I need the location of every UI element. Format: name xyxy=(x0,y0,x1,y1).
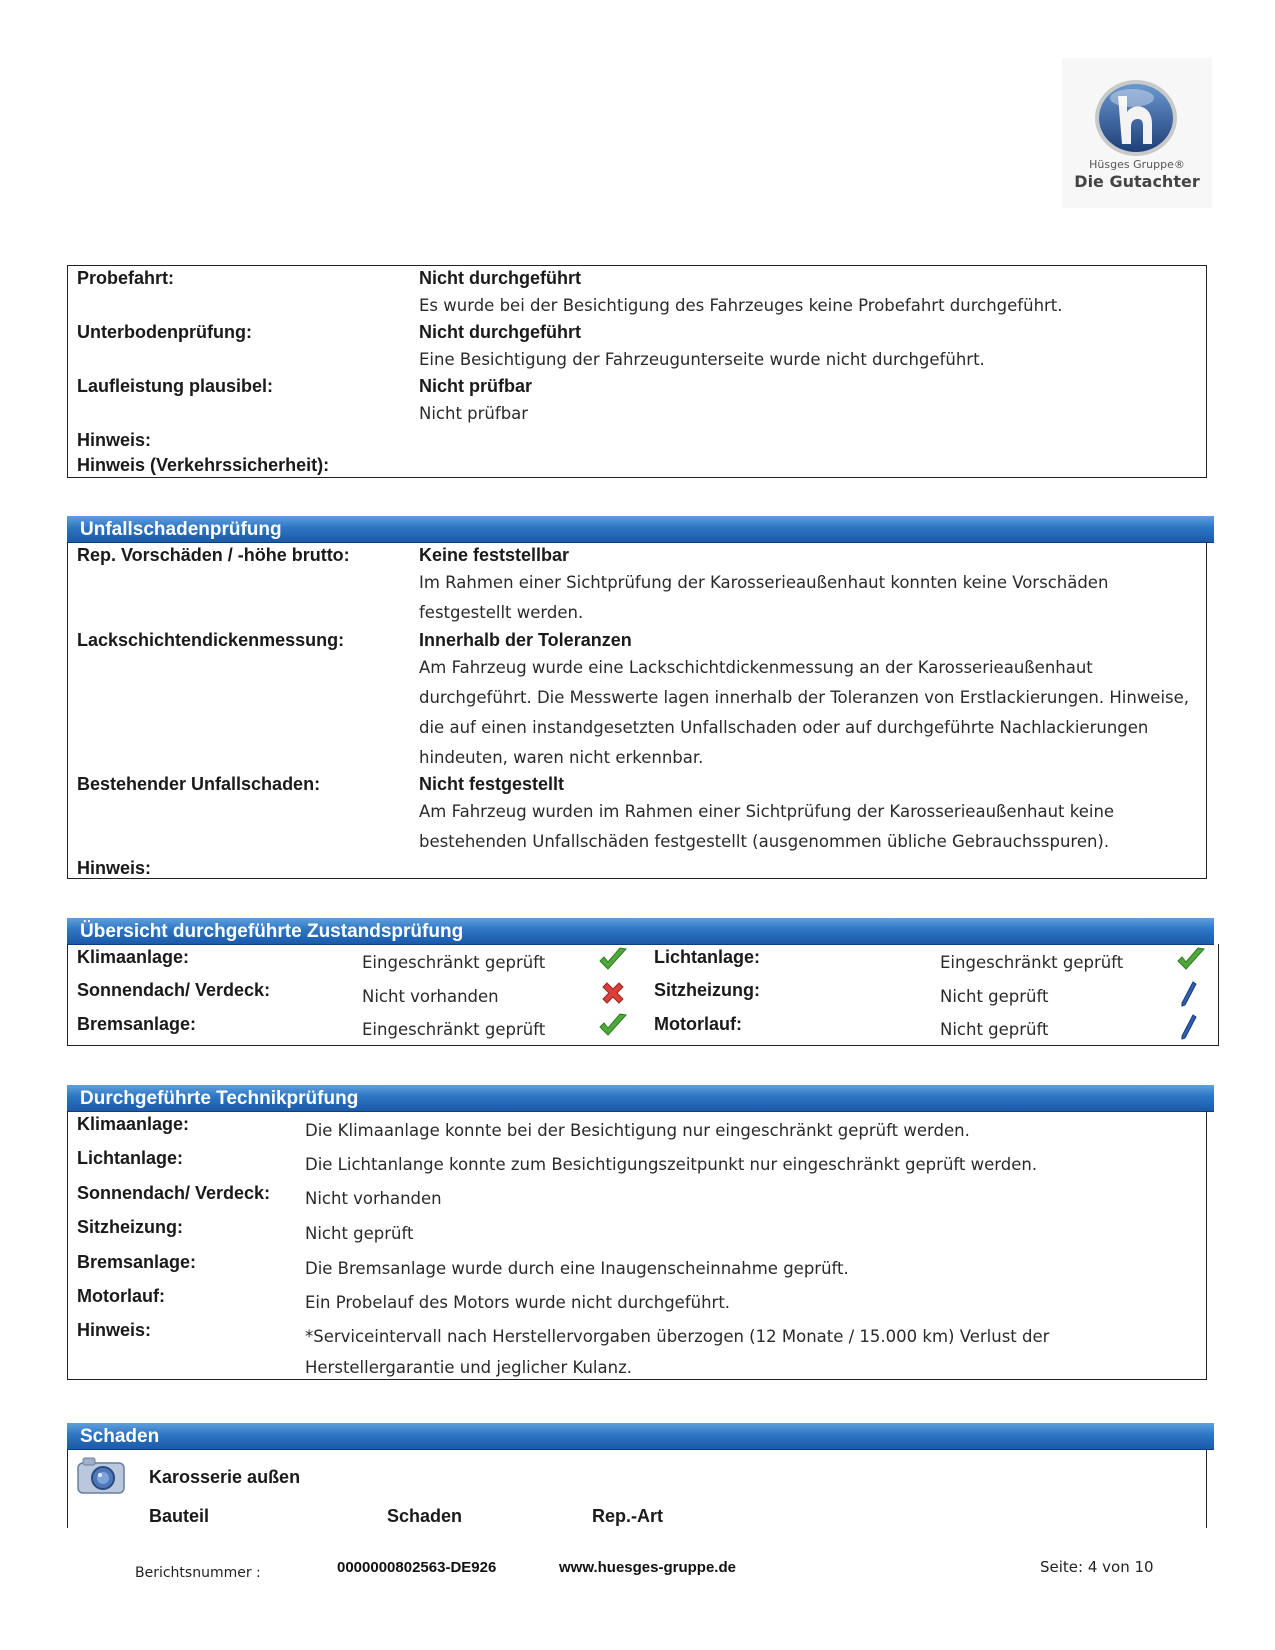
vorschaeden-status: Keine feststellbar xyxy=(419,545,570,565)
check-icon xyxy=(598,946,628,974)
inspection-hinweis-vs-label: Hinweis (Verkehrssicherheit): xyxy=(77,455,330,475)
unfallschaden-line: bestehenden Unfallschäden festgestellt (ausgenommen übliche Gebrauchsspuren). xyxy=(419,832,1110,851)
footer-report-label: Berichtsnummer : xyxy=(135,1565,261,1581)
overview-motorlauf-value: Nicht geprüft xyxy=(940,1020,1049,1039)
tech-hinweis-line: *Serviceintervall nach Herstellervorgaben überzogen (12 Monate / 15.000 km) Verlust der xyxy=(305,1327,1050,1346)
unfallschaden-line: Am Fahrzeug wurden im Rahmen einer Sichtprüfung der Karosserieaußenhaut keine xyxy=(419,802,1115,821)
overview-section-header: Übersicht durchgeführte Zustandsprüfung xyxy=(67,918,1214,945)
overview-licht-value: Eingeschränkt geprüft xyxy=(940,953,1124,972)
check-icon xyxy=(1176,946,1206,974)
check-icon xyxy=(598,1012,628,1040)
tech-sitzheizung-value: Nicht geprüft xyxy=(305,1224,414,1243)
lackschicht-line: durchgeführt. Die Messwerte lagen innerhalb der Toleranzen von Erstlackierungen. Hinweise, xyxy=(419,688,1190,707)
tech-klima-value: Die Klimaanlage konnte bei der Besichtigung nur eingeschränkt geprüft werden. xyxy=(305,1121,970,1140)
inspection-hinweis-label: Hinweis: xyxy=(77,430,152,450)
tech-sitzheizung-label: Sitzheizung: xyxy=(77,1217,183,1237)
overview-sonnendach-label: Sonnendach/ Verdeck: xyxy=(77,980,271,1000)
camera-icon xyxy=(75,1454,127,1496)
damage-col-repart: Rep.-Art xyxy=(592,1506,663,1526)
lackschicht-line: Am Fahrzeug wurde eine Lackschichtdickenmessung an der Karosserieaußenhaut xyxy=(419,658,1093,677)
footer-website: www.huesges-gruppe.de xyxy=(559,1559,736,1576)
logo-line1: Hüsges Gruppe® xyxy=(1089,158,1185,171)
overview-sitzheizung-label: Sitzheizung: xyxy=(654,980,760,1000)
tech-sonnendach-label: Sonnendach/ Verdeck: xyxy=(77,1183,271,1203)
probefahrt-label: Probefahrt: xyxy=(77,268,175,288)
unterboden-status: Nicht durchgeführt xyxy=(419,322,581,342)
overview-licht-label: Lichtanlage: xyxy=(654,947,761,967)
tech-hinweis-label: Hinweis: xyxy=(77,1320,152,1340)
pencil-icon xyxy=(1180,980,1198,1008)
accident-hinweis-label: Hinweis: xyxy=(77,858,152,878)
unterboden-detail: Eine Besichtigung der Fahrzeugunterseite wurde nicht durchgeführt. xyxy=(419,350,985,369)
damage-col-schaden: Schaden xyxy=(387,1506,463,1526)
company-logo xyxy=(1062,58,1212,208)
overview-sonnendach-value: Nicht vorhanden xyxy=(362,987,499,1006)
overview-klima-value: Eingeschränkt geprüft xyxy=(362,953,546,972)
laufleistung-status: Nicht prüfbar xyxy=(419,376,533,396)
tech-section-header: Durchgeführte Technikprüfung xyxy=(67,1085,1214,1112)
lackschicht-line: hindeuten, waren nicht erkennbar. xyxy=(419,748,704,767)
logo-emblem-icon xyxy=(1092,78,1180,158)
vorschaeden-line: Im Rahmen einer Sichtprüfung der Karosserieaußenhaut konnten keine Vorschäden xyxy=(419,573,1109,592)
tech-klima-label: Klimaanlage: xyxy=(77,1114,190,1134)
tech-motorlauf-label: Motorlauf: xyxy=(77,1286,165,1306)
damage-subtitle: Karosserie außen xyxy=(149,1467,301,1487)
unterboden-label: Unterbodenprüfung: xyxy=(77,322,252,342)
overview-bremse-value: Eingeschränkt geprüft xyxy=(362,1020,546,1039)
overview-motorlauf-label: Motorlauf: xyxy=(654,1014,742,1034)
tech-sonnendach-value: Nicht vorhanden xyxy=(305,1189,442,1208)
overview-sitzheizung-value: Nicht geprüft xyxy=(940,987,1049,1006)
damage-col-bauteil: Bauteil xyxy=(149,1506,210,1526)
unfallschaden-status: Nicht festgestellt xyxy=(419,774,565,794)
unfallschaden-label: Bestehender Unfallschaden: xyxy=(77,774,321,794)
probefahrt-status: Nicht durchgeführt xyxy=(419,268,581,288)
tech-hinweis-line: Herstellergarantie und jeglicher Kulanz. xyxy=(305,1358,632,1377)
overview-klima-label: Klimaanlage: xyxy=(77,947,190,967)
tech-motorlauf-value: Ein Probelauf des Motors wurde nicht durchgeführt. xyxy=(305,1293,731,1312)
probefahrt-detail: Es wurde bei der Besichtigung des Fahrzeuges keine Probefahrt durchgeführt. xyxy=(419,296,1063,315)
footer-report-number: 0000000802563-DE926 xyxy=(337,1559,497,1576)
vorschaeden-line: festgestellt werden. xyxy=(419,603,584,622)
footer-page-number: Seite: 4 von 10 xyxy=(1040,1558,1154,1576)
damage-section-header: Schaden xyxy=(67,1423,1214,1450)
lackschicht-line: die auf einen instandgesetzten Unfallschaden oder auf durchgeführte Nachlackierungen xyxy=(419,718,1149,737)
tech-licht-value: Die Lichtanlange konnte zum Besichtigungszeitpunkt nur eingeschränkt geprüft werden. xyxy=(305,1155,1038,1174)
tech-bremse-value: Die Bremsanlage wurde durch eine Inaugenscheinnahme geprüft. xyxy=(305,1259,849,1278)
tech-licht-label: Lichtanlage: xyxy=(77,1148,184,1168)
accident-section-header: Unfallschadenprüfung xyxy=(67,516,1214,543)
logo-line2: Die Gutachter xyxy=(1074,172,1200,191)
lackschicht-label: Lackschichtendickenmessung: xyxy=(77,630,345,650)
pencil-icon xyxy=(1180,1013,1198,1041)
overview-bremse-label: Bremsanlage: xyxy=(77,1014,197,1034)
lackschicht-status: Innerhalb der Toleranzen xyxy=(419,630,632,650)
laufleistung-label: Laufleistung plausibel: xyxy=(77,376,274,396)
tech-bremse-label: Bremsanlage: xyxy=(77,1252,197,1272)
laufleistung-detail: Nicht prüfbar xyxy=(419,404,529,423)
accident-box xyxy=(67,542,1207,879)
vorschaeden-label: Rep. Vorschäden / -höhe brutto: xyxy=(77,545,350,565)
cross-icon xyxy=(600,980,626,1006)
